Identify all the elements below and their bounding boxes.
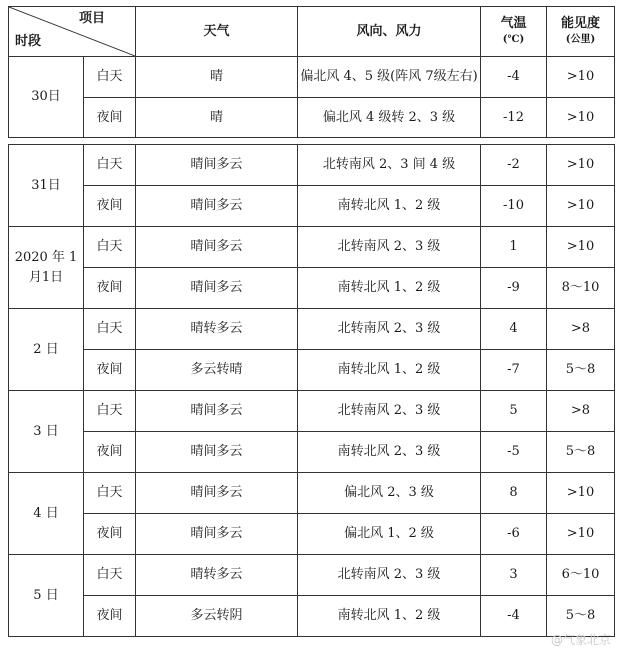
wind-cell: 南转北风 1、2 级 [298, 350, 481, 391]
weather-cell: 晴间多云 [136, 227, 298, 268]
temp-cell: -2 [481, 145, 547, 186]
weather-cell: 晴转多云 [136, 555, 298, 596]
temp-cell: 4 [481, 309, 547, 350]
period-cell: 夜间 [84, 98, 136, 138]
wind-cell: 北转南风 2、3 级 [298, 227, 481, 268]
date-cell: 4 日 [9, 473, 84, 555]
weather-cell: 晴 [136, 57, 298, 98]
visibility-cell: >10 [547, 186, 615, 227]
table-row [9, 391, 615, 432]
weather-header: 天气 [136, 7, 298, 57]
table-row [9, 473, 615, 514]
period-cell: 夜间 [84, 268, 136, 309]
period-label: 时段 [15, 34, 42, 49]
visibility-cell: 5～8 [547, 596, 615, 637]
wind-cell: 偏北风 4 级转 2、3 级 [298, 98, 481, 138]
wind-cell: 北转南风 2、3 间 4 级 [298, 145, 481, 186]
period-cell: 白天 [84, 57, 136, 98]
table-row [9, 432, 615, 473]
period-cell: 夜间 [84, 596, 136, 637]
table-row [9, 145, 615, 186]
forecast-table-header [8, 6, 615, 138]
period-cell: 夜间 [84, 514, 136, 555]
temp-header [481, 7, 547, 57]
visibility-cell: >8 [547, 309, 615, 350]
wind-cell: 偏北风 2、3 级 [298, 473, 481, 514]
weather-cell: 晴间多云 [136, 145, 298, 186]
period-cell: 夜间 [84, 432, 136, 473]
wind-cell: 北转南风 2、3 级 [298, 391, 481, 432]
visibility-cell: 5～8 [547, 350, 615, 391]
visibility-cell: >10 [547, 145, 615, 186]
visibility-header-label: 能见度 [560, 15, 600, 31]
header-diagonal-cell [9, 7, 136, 57]
table-row [9, 186, 615, 227]
wind-cell: 北转南风 2、3 级 [298, 309, 481, 350]
date-cell: 2020 年 1月1日 [9, 227, 84, 309]
date-cell: 5 日 [9, 555, 84, 637]
wind-cell: 南转北风 1、2 级 [298, 596, 481, 637]
visibility-cell: >10 [547, 57, 615, 98]
period-cell: 白天 [84, 227, 136, 268]
temp-cell: -12 [481, 98, 547, 138]
date-cell: 30日 [9, 57, 84, 138]
temp-cell: -9 [481, 268, 547, 309]
temp-header-label: 气温 [500, 15, 527, 31]
period-cell: 白天 [84, 145, 136, 186]
table-row [9, 268, 615, 309]
period-cell: 白天 [84, 473, 136, 514]
wind-cell: 偏北风 4、5 级(阵风 7级左右) [298, 57, 481, 98]
weather-cell: 多云转晴 [136, 350, 298, 391]
visibility-cell: >10 [547, 227, 615, 268]
temp-header-unit: (℃) [502, 33, 525, 45]
temp-cell: 1 [481, 227, 547, 268]
visibility-cell: 5～8 [547, 432, 615, 473]
forecast-table-body [8, 144, 615, 637]
weather-cell: 晴转多云 [136, 309, 298, 350]
temp-cell: 8 [481, 473, 547, 514]
temp-cell: -7 [481, 350, 547, 391]
period-cell: 白天 [84, 555, 136, 596]
wind-cell: 南转北风 1、2 级 [298, 186, 481, 227]
temp-cell: -4 [481, 57, 547, 98]
item-label: 项目 [78, 11, 105, 26]
wind-cell: 北转南风 2、3 级 [298, 555, 481, 596]
wind-cell: 南转北风 2、3 级 [298, 432, 481, 473]
temp-cell: -4 [481, 596, 547, 637]
weather-cell: 晴间多云 [136, 514, 298, 555]
watermark: @气象北京 [550, 633, 611, 647]
weather-cell: 晴间多云 [136, 473, 298, 514]
table-row [9, 596, 615, 637]
visibility-header [547, 7, 615, 57]
visibility-cell: >10 [547, 473, 615, 514]
visibility-cell: >8 [547, 391, 615, 432]
weather-cell: 晴间多云 [136, 432, 298, 473]
period-cell: 夜间 [84, 186, 136, 227]
weather-cell: 晴 [136, 98, 298, 138]
period-cell: 白天 [84, 309, 136, 350]
temp-cell: -6 [481, 514, 547, 555]
weather-cell: 晴间多云 [136, 186, 298, 227]
wind-cell: 偏北风 1、2 级 [298, 514, 481, 555]
table-row [9, 514, 615, 555]
table-row [9, 555, 615, 596]
visibility-cell: >10 [547, 514, 615, 555]
temp-cell: -5 [481, 432, 547, 473]
date-cell: 3 日 [9, 391, 84, 473]
visibility-cell: >10 [547, 98, 615, 138]
table-row [9, 309, 615, 350]
temp-cell: 3 [481, 555, 547, 596]
wind-cell: 南转北风 1、2 级 [298, 268, 481, 309]
weather-cell: 晴间多云 [136, 268, 298, 309]
table-row [9, 350, 615, 391]
weather-cell: 晴间多云 [136, 391, 298, 432]
temp-cell: -10 [481, 186, 547, 227]
weather-cell: 多云转阴 [136, 596, 298, 637]
date-cell: 2 日 [9, 309, 84, 391]
visibility-cell: 8～10 [547, 268, 615, 309]
visibility-cell: 6～10 [547, 555, 615, 596]
table-row [9, 227, 615, 268]
temp-cell: 5 [481, 391, 547, 432]
date-cell: 31日 [9, 145, 84, 227]
wind-header: 风向、风力 [298, 7, 481, 57]
period-cell: 白天 [84, 391, 136, 432]
visibility-header-unit: (公里) [565, 33, 596, 45]
period-cell: 夜间 [84, 350, 136, 391]
